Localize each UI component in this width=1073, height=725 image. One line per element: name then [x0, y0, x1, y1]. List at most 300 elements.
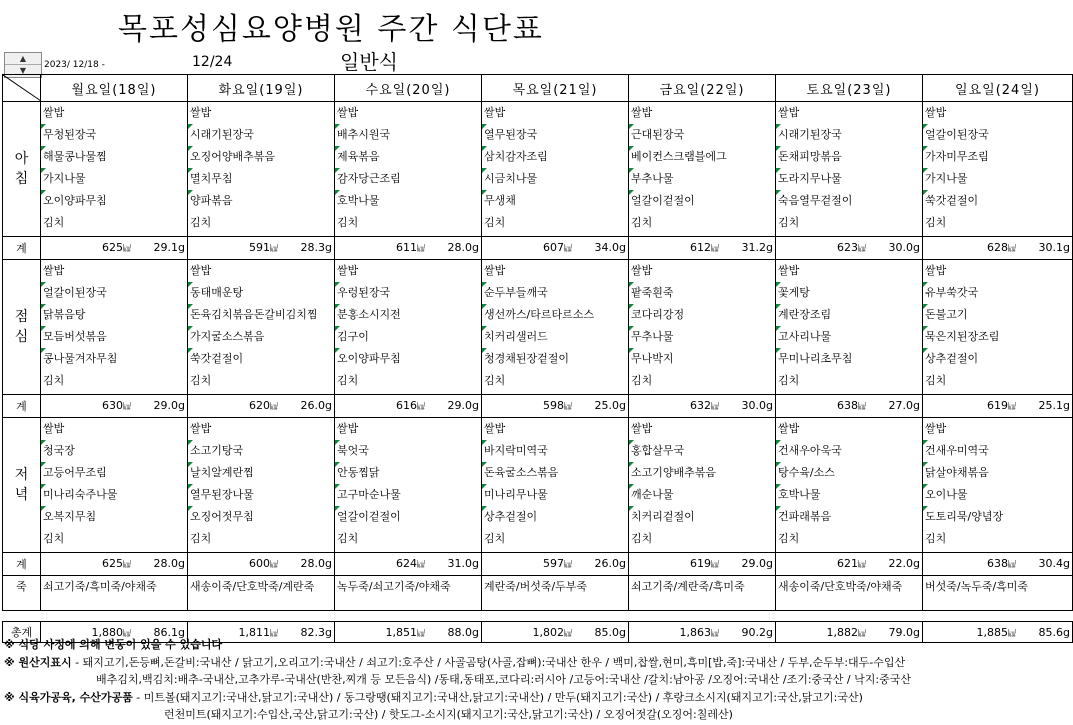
kcal-value — [249, 241, 278, 254]
menu-item: 탕수육/소스 — [776, 462, 922, 484]
gram-value — [154, 399, 185, 412]
menu-item: 순두부들깨국 — [482, 282, 628, 304]
menu-item: 김치 — [484, 532, 506, 545]
spinner-up-icon[interactable]: ▲ — [5, 53, 41, 65]
spacer-cell — [629, 611, 776, 622]
kcal-value — [987, 241, 1016, 254]
gram-value — [1039, 241, 1070, 254]
menu-item: 고구마순나물 — [335, 484, 481, 506]
menu-item: 콩나물겨자무침 — [41, 348, 187, 370]
note-processed: ※ 식육가공육, 수산가공품 - 미트볼(돼지고기:국내산,닭고기:국내산) / 동그랑땡(돼지고기:국내산,닭고기:국내산) / 만두(돼지고기:국산) / 후랑크소시지(돼지고기:국산,닭고기:국산) — [4, 690, 863, 704]
gram-unit: g — [766, 626, 773, 639]
dinner-row — [3, 418, 1073, 553]
menu-item: 쌀밥 — [778, 106, 800, 119]
gram-number: 29.0 — [153, 399, 179, 412]
porridge-cell: 녹두죽/쇠고기죽/야채죽 — [335, 576, 482, 611]
menu-item: 청경채된장겉절이 — [482, 348, 628, 370]
kcal-number: 1,880 — [91, 626, 123, 639]
breakfast_sum-row — [3, 237, 1073, 260]
gram-number: 82.3 — [300, 626, 326, 639]
nutrition-cell — [335, 553, 482, 576]
menu-cell — [482, 418, 629, 553]
menu-cell — [482, 260, 629, 395]
gram-number: 86.1 — [153, 626, 179, 639]
gram-value — [1039, 399, 1070, 412]
kcal-number: 1,802 — [532, 626, 564, 639]
menu-item: 북엇국 — [335, 440, 481, 462]
menu-item: 해물콩나물찜 — [41, 146, 187, 168]
row-label: 계 — [3, 237, 41, 260]
gram-unit: g — [1063, 626, 1070, 639]
nutrition-cell — [41, 395, 188, 418]
menu-cell — [923, 418, 1073, 553]
nutrition-cell — [41, 237, 188, 260]
menu-item: 건새우미역국 — [923, 440, 1072, 462]
gram-number: 90.2 — [741, 626, 767, 639]
gram-number: 29.1 — [153, 241, 179, 254]
gram-unit: g — [178, 241, 185, 254]
day-header: 토요일(23일) — [776, 75, 923, 102]
menu-item: 꽃게탕 — [776, 282, 922, 304]
nutrition-cell — [776, 237, 923, 260]
spinner-down-icon[interactable]: ▼ — [19, 66, 27, 75]
meal-label: 저 녁 — [3, 418, 41, 553]
kcal-number: 632 — [690, 399, 711, 412]
breakfast-row — [3, 102, 1073, 237]
kcal-unit: ㎉ — [564, 244, 572, 253]
gram-number: 85.6 — [1038, 626, 1064, 639]
menu-cell — [335, 418, 482, 553]
menu-item: 치커리겉절이 — [629, 506, 775, 528]
kcal-number: 1,811 — [238, 626, 270, 639]
gram-number: 34.0 — [594, 241, 620, 254]
menu-item: 가지나물 — [41, 168, 187, 190]
kcal-value — [396, 557, 425, 570]
menu-item: 무청된장국 — [41, 124, 187, 146]
kcal-number: 624 — [396, 557, 417, 570]
kcal-number: 1,882 — [826, 626, 858, 639]
gram-value — [595, 399, 626, 412]
nutrition-cell — [923, 395, 1073, 418]
menu-item: 김치 — [778, 374, 800, 387]
gram-number: 31.0 — [447, 557, 473, 570]
menu-item: 쌀밥 — [190, 422, 212, 435]
menu-item: 쌀밥 — [925, 422, 947, 435]
day-header: 일요일(24일) — [923, 75, 1073, 102]
kcal-number: 621 — [837, 557, 858, 570]
menu-item: 오이양파무침 — [41, 190, 187, 212]
kcal-number: 598 — [543, 399, 564, 412]
gram-unit: g — [472, 557, 479, 570]
nutrition-cell — [629, 237, 776, 260]
menu-item: 쌀밥 — [484, 264, 506, 277]
gram-value — [595, 241, 626, 254]
menu-item: 김치 — [337, 532, 359, 545]
kcal-value — [690, 241, 719, 254]
menu-item: 돈육김치볶음돈갈비김치찜 — [188, 304, 334, 326]
menu-cell — [188, 102, 335, 237]
gram-value — [301, 557, 332, 570]
gram-unit: g — [178, 626, 185, 639]
menu-item: 쌀밥 — [43, 422, 65, 435]
kcal-value — [396, 399, 425, 412]
menu-item: 무생채 — [482, 190, 628, 212]
porridge-cell: 쇠고기죽/흑미죽/야채죽 — [41, 576, 188, 611]
kcal-unit: ㎉ — [417, 244, 425, 253]
menu-item: 멸치무침 — [188, 168, 334, 190]
menu-item: 미나리무나물 — [482, 484, 628, 506]
gram-unit: g — [1063, 399, 1070, 412]
menu-item: 쌀밥 — [778, 422, 800, 435]
menu-item: 감자당근조림 — [335, 168, 481, 190]
menu-item: 삼치감자조림 — [482, 146, 628, 168]
menu-item: 돈육굴소스볶음 — [482, 462, 628, 484]
menu-item: 쌀밥 — [484, 106, 506, 119]
gram-unit: g — [913, 557, 920, 570]
dinner_sum-row — [3, 553, 1073, 576]
kcal-number: 630 — [102, 399, 123, 412]
nutrition-cell — [923, 237, 1073, 260]
gram-value — [742, 241, 773, 254]
gram-number: 28.0 — [300, 557, 326, 570]
menu-cell — [776, 102, 923, 237]
menu-item: 부추나물 — [629, 168, 775, 190]
kcal-unit: ㎉ — [417, 402, 425, 411]
menu-item: 열무된장국 — [482, 124, 628, 146]
gram-unit: g — [913, 399, 920, 412]
menu-item: 오징어양배추볶음 — [188, 146, 334, 168]
menu-item: 쌀밥 — [925, 106, 947, 119]
menu-item: 무추나물 — [629, 326, 775, 348]
menu-item: 가지나물 — [923, 168, 1072, 190]
menu-item: 가자미무조림 — [923, 146, 1072, 168]
nutrition-cell — [188, 553, 335, 576]
menu-item: 김치 — [190, 532, 212, 545]
gram-unit: g — [178, 399, 185, 412]
gram-unit: g — [913, 626, 920, 639]
kcal-number: 619 — [987, 399, 1008, 412]
kcal-unit: ㎉ — [1008, 629, 1016, 638]
kcal-unit: ㎉ — [858, 629, 866, 638]
gram-unit: g — [619, 241, 626, 254]
menu-item: 숙음열무겉절이 — [776, 190, 922, 212]
menu-item: 무나박지 — [629, 348, 775, 370]
kcal-unit: ㎉ — [270, 244, 278, 253]
menu-item: 양파볶음 — [188, 190, 334, 212]
kcal-number: 623 — [837, 241, 858, 254]
gram-number: 26.0 — [594, 557, 620, 570]
menu-item: 김치 — [631, 216, 653, 229]
nutrition-cell — [629, 553, 776, 576]
row-label: 총계 — [3, 622, 41, 643]
menu-cell — [923, 102, 1073, 237]
gram-value — [154, 241, 185, 254]
kcal-unit: ㎉ — [123, 629, 131, 638]
menu-item: 쌀밥 — [631, 264, 653, 277]
gram-number: 26.0 — [300, 399, 326, 412]
menu-table — [2, 74, 1073, 643]
menu-item: 쌀밥 — [631, 106, 653, 119]
menu-item: 쌀밥 — [43, 264, 65, 277]
kcal-value — [837, 399, 866, 412]
porridge-cell: 새송이죽/단호박죽/계란죽 — [188, 576, 335, 611]
menu-item: 오이양파무침 — [335, 348, 481, 370]
kcal-number: 591 — [249, 241, 270, 254]
kcal-unit: ㎉ — [270, 560, 278, 569]
menu-item: 베이컨스크램블에그 — [629, 146, 775, 168]
kcal-number: 628 — [987, 241, 1008, 254]
menu-item: 김구이 — [335, 326, 481, 348]
menu-cell — [629, 102, 776, 237]
kcal-value — [543, 399, 572, 412]
menu-item: 치커리샐러드 — [482, 326, 628, 348]
gram-unit: g — [619, 626, 626, 639]
menu-item: 김치 — [925, 216, 947, 229]
day-header: 목요일(21일) — [482, 75, 629, 102]
nutrition-cell — [482, 237, 629, 260]
gram-value — [301, 399, 332, 412]
kcal-number: 619 — [690, 557, 711, 570]
row-label: 죽 — [3, 576, 41, 611]
gram-value — [595, 557, 626, 570]
menu-item: 오징어젓무침 — [188, 506, 334, 528]
gram-unit: g — [766, 241, 773, 254]
menu-item: 깨순나물 — [629, 484, 775, 506]
kcal-unit: ㎉ — [711, 560, 719, 569]
menu-item: 김치 — [190, 374, 212, 387]
menu-item: 김치 — [43, 532, 65, 545]
kcal-unit: ㎉ — [1008, 244, 1016, 253]
menu-item: 바지락미역국 — [482, 440, 628, 462]
gram-value — [301, 241, 332, 254]
diagonal-line-icon — [3, 75, 41, 101]
menu-cell — [335, 260, 482, 395]
day-header: 금요일(22일) — [629, 75, 776, 102]
menu-item: 김치 — [43, 374, 65, 387]
menu-item: 닭볶음탕 — [41, 304, 187, 326]
menu-cell — [629, 418, 776, 553]
gram-value — [1039, 626, 1070, 639]
menu-item: 돈불고기 — [923, 304, 1072, 326]
menu-item: 김치 — [778, 532, 800, 545]
menu-cell — [923, 260, 1073, 395]
gram-number: 29.0 — [447, 399, 473, 412]
gram-value — [448, 557, 479, 570]
menu-cell — [41, 418, 188, 553]
menu-item: 상추겉절이 — [482, 506, 628, 528]
gram-number: 28.0 — [153, 557, 179, 570]
gram-number: 25.1 — [1038, 399, 1064, 412]
row-label: 계 — [3, 553, 41, 576]
menu-item: 소고기탕국 — [188, 440, 334, 462]
menu-item: 팥죽흰죽 — [629, 282, 775, 304]
gram-number: 30.0 — [888, 241, 914, 254]
spacer-cell — [482, 611, 629, 622]
kcal-number: 620 — [249, 399, 270, 412]
gram-number: 88.0 — [447, 626, 473, 639]
kcal-value — [543, 241, 572, 254]
kcal-value — [102, 399, 131, 412]
diet-type: 일반식 — [340, 50, 398, 74]
gram-unit: g — [325, 557, 332, 570]
menu-item: 모듬버섯볶음 — [41, 326, 187, 348]
spacer-cell — [776, 611, 923, 622]
porridge-cell: 버섯죽/녹두죽/흑미죽 — [923, 576, 1073, 611]
porridge-row — [3, 576, 1073, 611]
menu-item: 동태매운탕 — [188, 282, 334, 304]
lunch-row — [3, 260, 1073, 395]
menu-item: 쌀밥 — [484, 422, 506, 435]
note-change: ※ 식당 사정에 의해 변동이 있을 수 있습니다 — [4, 638, 223, 651]
kcal-number: 625 — [102, 241, 123, 254]
corner-cell — [3, 75, 41, 102]
nutrition-cell — [41, 553, 188, 576]
menu-item: 쌀밥 — [631, 422, 653, 435]
gram-number: 22.0 — [888, 557, 914, 570]
spacer-cell — [335, 611, 482, 622]
menu-item: 계란장조림 — [776, 304, 922, 326]
kcal-number: 638 — [987, 557, 1008, 570]
gram-unit: g — [766, 399, 773, 412]
spacer-row — [3, 611, 1073, 622]
menu-item: 배추시원국 — [335, 124, 481, 146]
spacer-cell — [3, 611, 41, 622]
menu-item: 가지굴소스볶음 — [188, 326, 334, 348]
date-to: 12/24 — [192, 54, 233, 70]
menu-item: 김치 — [484, 374, 506, 387]
gram-number: 27.0 — [888, 399, 914, 412]
gram-number: 30.0 — [741, 399, 767, 412]
menu-item: 시래기된장국 — [188, 124, 334, 146]
day-header: 수요일(20일) — [335, 75, 482, 102]
gram-value — [448, 399, 479, 412]
spacer-cell — [188, 611, 335, 622]
menu-item: 쌀밥 — [190, 106, 212, 119]
kcal-number: 625 — [102, 557, 123, 570]
menu-item: 얼갈이된장국 — [41, 282, 187, 304]
kcal-number: 597 — [543, 557, 564, 570]
menu-item: 김치 — [484, 216, 506, 229]
menu-item: 상추겉절이 — [923, 348, 1072, 370]
kcal-value — [977, 626, 1017, 639]
kcal-unit: ㎉ — [858, 560, 866, 569]
kcal-value — [249, 557, 278, 570]
kcal-value — [690, 399, 719, 412]
note-processed-cont: 런천미트(돼지고기:수입산,국산,닭고기:국산) / 핫도그-소시지(돼지고기:국산,닭고기:국산) / 오징어젓갈(오징어:칠레산) — [164, 708, 733, 721]
nutrition-cell — [776, 395, 923, 418]
menu-item: 근대된장국 — [629, 124, 775, 146]
menu-cell — [188, 260, 335, 395]
kcal-value — [102, 241, 131, 254]
gram-unit: g — [619, 399, 626, 412]
menu-item: 얼갈이겉절이 — [629, 190, 775, 212]
menu-item: 날치알계란찜 — [188, 462, 334, 484]
kcal-value — [690, 557, 719, 570]
page-title: 목포성심요양병원 주간 식단표 — [118, 12, 544, 47]
porridge-cell: 쇠고기죽/계란죽/흑미죽 — [629, 576, 776, 611]
nutrition-cell — [482, 395, 629, 418]
kcal-unit: ㎉ — [123, 244, 131, 253]
gram-unit: g — [472, 626, 479, 639]
menu-item: 오이나물 — [923, 484, 1072, 506]
menu-item: 쌀밥 — [43, 106, 65, 119]
menu-item: 얼갈이겉절이 — [335, 506, 481, 528]
note-origin-cont: 배추김치,백김치:배추-국내산,고추가루-국내산(반찬,찌개 등 모든음식) /동태,동태포,코다리:러시아 /고등어:국내산 /갈치:남아공 /오징어:국내산 /조기:중국산 / 낙지:중국산 — [96, 673, 911, 686]
gram-value — [1039, 557, 1070, 570]
menu-item: 시래기된장국 — [776, 124, 922, 146]
kcal-value — [837, 241, 866, 254]
kcal-number: 1,863 — [679, 626, 711, 639]
gram-unit: g — [325, 241, 332, 254]
menu-cell — [188, 418, 335, 553]
meal-label: 아 침 — [3, 102, 41, 237]
gram-value — [889, 241, 920, 254]
notes — [4, 636, 911, 724]
kcal-value — [987, 399, 1016, 412]
menu-item: 안동찜닭 — [335, 462, 481, 484]
kcal-value — [396, 241, 425, 254]
menu-item: 김치 — [190, 216, 212, 229]
gram-unit: g — [325, 626, 332, 639]
nutrition-cell — [188, 237, 335, 260]
gram-unit: g — [619, 557, 626, 570]
gram-value — [889, 557, 920, 570]
kcal-unit: ㎉ — [1008, 402, 1016, 411]
gram-unit: g — [178, 557, 185, 570]
gram-number: 28.0 — [447, 241, 473, 254]
gram-unit: g — [913, 241, 920, 254]
kcal-number: 1,851 — [385, 626, 417, 639]
menu-item: 청국장 — [41, 440, 187, 462]
menu-cell — [629, 260, 776, 395]
menu-item: 얼갈이된장국 — [923, 124, 1072, 146]
menu-item: 김치 — [925, 532, 947, 545]
menu-item: 오복지무침 — [41, 506, 187, 528]
gram-value — [742, 557, 773, 570]
day-header: 화요일(19일) — [188, 75, 335, 102]
kcal-number: 600 — [249, 557, 270, 570]
kcal-unit: ㎉ — [858, 402, 866, 411]
menu-item: 쑥갓겉절이 — [188, 348, 334, 370]
menu-cell — [41, 260, 188, 395]
menu-item: 쌀밥 — [778, 264, 800, 277]
kcal-number: 1,885 — [976, 626, 1008, 639]
menu-item: 돈채피망볶음 — [776, 146, 922, 168]
gram-number: 29.0 — [741, 557, 767, 570]
menu-item: 호박나물 — [335, 190, 481, 212]
menu-item: 분홍소시지전 — [335, 304, 481, 326]
kcal-unit: ㎉ — [417, 629, 425, 638]
gram-unit: g — [1063, 557, 1070, 570]
menu-item: 소고기양배추볶음 — [629, 462, 775, 484]
kcal-unit: ㎉ — [417, 560, 425, 569]
menu-item: 도라지무나물 — [776, 168, 922, 190]
gram-number: 25.0 — [594, 399, 620, 412]
kcal-value — [987, 557, 1016, 570]
porridge-cell: 새송이죽/단호박죽/야채죽 — [776, 576, 923, 611]
menu-item: 닭살야채볶음 — [923, 462, 1072, 484]
menu-item: 생선까스/타르타르소스 — [482, 304, 628, 326]
menu-item: 홍합살무국 — [629, 440, 775, 462]
menu-cell — [335, 102, 482, 237]
menu-item: 쌀밥 — [337, 422, 359, 435]
nutrition-cell — [335, 237, 482, 260]
kcal-unit: ㎉ — [564, 629, 572, 638]
gram-number: 30.1 — [1038, 241, 1064, 254]
gram-value — [742, 399, 773, 412]
gram-number: 79.0 — [888, 626, 914, 639]
menu-cell — [41, 102, 188, 237]
